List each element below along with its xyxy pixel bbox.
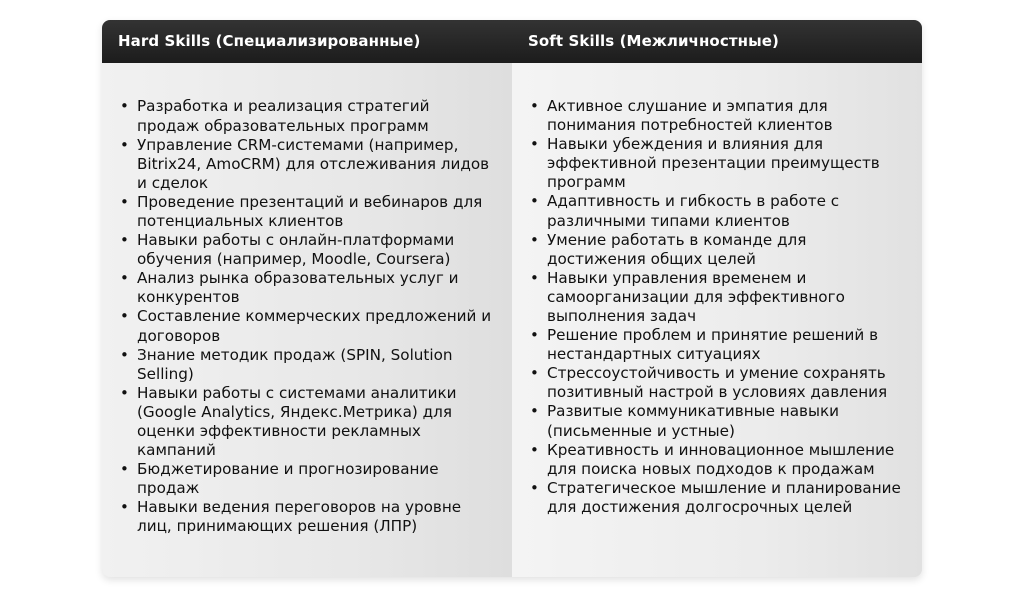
bullet-icon: • [530,135,539,154]
skills-table [102,20,922,577]
bullet-icon: • [120,345,129,364]
bullet-icon: • [120,231,129,250]
bullet-icon: • [530,478,539,497]
bullet-icon: • [120,498,129,517]
skill-text: Управление CRM-системами (например, Bitrix24, AmoCRM) для отслеживания лидов и сделок [137,135,490,192]
skill-text: Умение работать в команде для достижения общих целей [547,230,807,268]
skill-text: Составление коммерческих предложений и договоров [137,307,492,345]
hard-skills-heading: Hard Skills (Специализированные) [118,32,421,50]
bullet-icon: • [120,135,129,154]
list-item [530,441,922,479]
bullet-icon: • [530,440,539,459]
bullet-icon: • [120,97,129,116]
skill-text: Развитые коммуникативные навыки (письменные и устные) [547,402,840,440]
list-item [120,498,512,536]
skill-text: Адаптивность и гибкость в работе с различными типами клиентов [547,192,840,230]
table-header [102,20,922,63]
list-item [120,231,512,269]
list-item [120,136,512,193]
list-item [530,135,922,192]
bullet-icon: • [530,364,539,383]
bullet-icon: • [120,269,129,288]
list-item [530,326,922,364]
skill-text: Навыки работы с системами аналитики (Google Analytics, Яндекс.Метрика) для оценки эффективности рекламных кампаний [137,383,457,460]
hard-skills-column [102,63,512,577]
skill-text: Навыки управления временем и самоорганизации для эффективного выполнения задач [547,268,845,325]
skill-text: Знание методик продаж (SPIN, Solution Selling) [137,345,453,383]
skill-text: Анализ рынка образовательных услуг и конкурентов [137,269,459,307]
list-item [530,479,922,517]
bullet-icon: • [120,307,129,326]
bullet-icon: • [530,268,539,287]
list-item [120,384,512,460]
hard-skills-list [102,97,512,536]
bullet-icon: • [120,383,129,402]
list-item [530,402,922,440]
list-item [530,231,922,269]
list-item [530,192,922,230]
bullet-icon: • [530,230,539,249]
list-item [120,460,512,498]
soft-skills-list [512,97,922,517]
bullet-icon: • [120,192,129,211]
soft-skills-heading: Soft Skills (Межличностные) [528,32,779,50]
list-item [530,269,922,326]
skill-text: Навыки убеждения и влияния для эффективной презентации преимуществ программ [547,135,880,192]
skill-text: Разработка и реализация стратегий продаж образовательных программ [137,97,430,135]
skill-text: Навыки работы с онлайн-платформами обучения (например, Moodle, Coursera) [137,231,455,269]
skill-text: Стрессоустойчивость и умение сохранять позитивный настрой в условиях давления [547,364,888,402]
skill-text: Проведение презентаций и вебинаров для потенциальных клиентов [137,192,483,230]
soft-skills-column [512,63,922,577]
list-item [120,193,512,231]
skill-text: Креативность и инновационное мышление для поиска новых подходов к продажам [547,440,895,478]
skill-text: Решение проблем и принятие решений в нестандартных ситуациях [547,326,879,364]
skill-text: Бюджетирование и прогнозирование продаж [137,460,439,498]
bullet-icon: • [120,460,129,479]
bullet-icon: • [530,192,539,211]
skill-text: Стратегическое мышление и планирование для достижения долгосрочных целей [547,478,901,516]
list-item [530,97,922,135]
list-item [120,97,512,135]
list-item [120,307,512,345]
bullet-icon: • [530,96,539,115]
skill-text: Навыки ведения переговоров на уровне лиц, принимающих решения (ЛПР) [137,498,462,536]
bullet-icon: • [530,326,539,345]
list-item [530,364,922,402]
list-item [120,346,512,384]
skill-text: Активное слушание и эмпатия для понимания потребностей клиентов [547,96,833,135]
list-item [120,269,512,307]
bullet-icon: • [530,402,539,421]
